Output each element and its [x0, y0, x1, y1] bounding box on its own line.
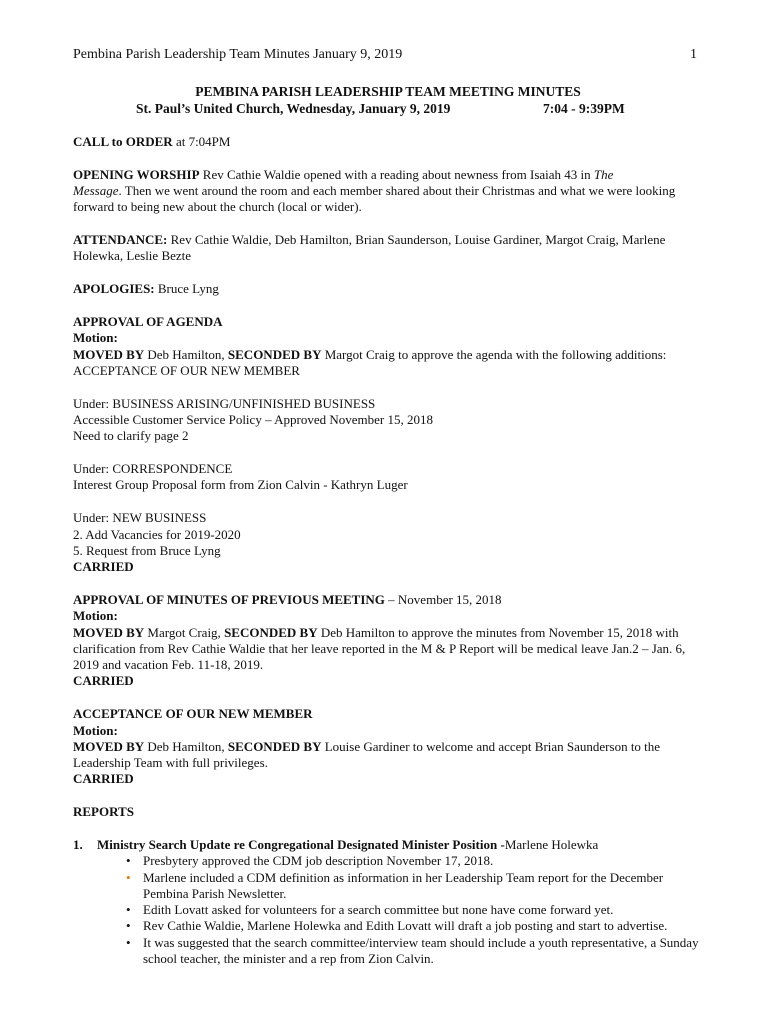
seconded-by-label: SECONDED BY: [224, 624, 318, 640]
bullet-icon: •: [126, 934, 131, 950]
approval-of-agenda: [73, 314, 703, 575]
attendance: [73, 232, 703, 265]
agenda-line: Under: CORRESPONDENCE: [73, 461, 233, 477]
new-member-motion-label: Motion:: [73, 722, 118, 738]
seconded-by-label: SECONDED BY: [227, 738, 322, 754]
running-title: Pembina Parish Leadership Team Minutes January 9, 2019: [73, 47, 403, 62]
agenda-motion: [73, 347, 703, 363]
opening-worship-italic1: The: [593, 166, 614, 182]
meeting-time: 7:04 - 9:39PM: [543, 101, 625, 116]
new-member-motion: [73, 739, 703, 772]
apologies-label: APOLOGIES:: [73, 281, 155, 297]
bullet-text: Marlene included a CDM definition as information in her Leadership Team report for the December Pembina Parish Newsletter.: [143, 869, 664, 901]
minutes-heading-date: – November 15, 2018: [384, 591, 502, 607]
report-bullet-list: [97, 853, 703, 967]
opening-worship-label: OPENING WORSHIP: [73, 166, 200, 182]
minutes-heading: APPROVAL OF MINUTES OF PREVIOUS MEETING: [73, 591, 385, 607]
moved-by-label: MOVED BY: [73, 624, 145, 640]
seconded-by-text: Louise Gardiner to welcome and accept Brian Saunderson to the Leadership Team with full privileges.: [73, 738, 661, 771]
agenda-line: Accessible Customer Service Policy – Approved November 15, 2018: [73, 412, 433, 428]
seconded-by-label: SECONDED BY: [227, 346, 322, 362]
seconded-by-text: Margot Craig to approve the agenda with the following additions:: [321, 346, 667, 362]
bullet-icon: •: [126, 918, 131, 934]
agenda-line: 2. Add Vacancies for 2019-2020: [73, 526, 241, 542]
opening-worship-italic2: Message: [73, 183, 119, 199]
agenda-line: Under: BUSINESS ARISING/UNFINISHED BUSINESS: [73, 395, 376, 411]
running-header: [73, 47, 697, 63]
report-item-1: [73, 837, 703, 967]
list-item: [126, 869, 703, 903]
bullet-text: Rev Cathie Waldie, Marlene Holewka and Edith Lovatt will draft a job posting and start to advertise.: [143, 918, 668, 934]
bullet-icon: •: [126, 853, 131, 869]
agenda-addition-new-member: ACCEPTANCE OF OUR NEW MEMBER: [73, 362, 300, 378]
call-to-order: [73, 134, 703, 150]
acceptance-of-new-member: [73, 706, 703, 787]
opening-worship-text1: Rev Cathie Waldie opened with a reading about newness from Isaiah 43 in: [199, 166, 594, 182]
agenda-line: Interest Group Proposal form from Zion Calvin - Kathryn Luger: [73, 477, 408, 493]
minutes-motion-label: Motion:: [73, 608, 118, 624]
list-item: [126, 918, 703, 934]
opening-worship-text2: . Then we went around the room and each member shared about their Christmas and what we were looking forward to being new about the church (local or wider).: [73, 183, 676, 215]
meeting-location: St. Paul’s United Church, Wednesday, January 9, 2019: [136, 101, 451, 116]
agenda-line: 5. Request from Bruce Lyng: [73, 542, 221, 558]
attendance-label: ATTENDANCE:: [73, 232, 168, 248]
opening-worship: [73, 167, 703, 216]
attendance-text: Rev Cathie Waldie, Deb Hamilton, Brian Saunderson, Louise Gardiner, Margot Craig, Marlene Holewka, Leslie Bezte: [73, 232, 666, 264]
document-subtitle: [73, 100, 703, 117]
agenda-line: Under: NEW BUSINESS: [73, 510, 207, 526]
apologies: [73, 281, 703, 297]
moved-by-name: Margot Craig,: [144, 624, 225, 640]
bullet-text: It was suggested that the search committee/interview team should include a youth representative, a Sunday school teacher, the minister and a rep from Zion Calvin.: [143, 934, 699, 967]
agenda-new-business: [73, 510, 703, 575]
new-member-heading: ACCEPTANCE OF OUR NEW MEMBER: [73, 706, 313, 722]
moved-by-name: Deb Hamilton,: [144, 346, 228, 362]
apologies-text: Bruce Lyng: [154, 281, 219, 297]
agenda-business-arising: [73, 396, 703, 445]
report-item-author: Marlene Holewka: [504, 837, 599, 852]
bullet-text: Presbytery approved the CDM job description November 17, 2018.: [143, 853, 494, 869]
report-item-title: Ministry Search Update re Congregational Designated Minister Position: [97, 837, 498, 852]
moved-by-label: MOVED BY: [73, 346, 145, 362]
page-number: 1: [690, 47, 697, 62]
reports-heading: REPORTS: [73, 804, 134, 820]
minutes-motion: [73, 625, 703, 674]
document-body: [73, 83, 703, 967]
report-item-dash: -: [497, 837, 505, 852]
agenda-correspondence: [73, 461, 703, 494]
bullet-icon: •: [126, 902, 131, 918]
bullet-icon: •: [126, 869, 131, 885]
agenda-motion-label: Motion:: [73, 330, 118, 346]
list-item: [126, 853, 703, 869]
moved-by-name: Deb Hamilton,: [144, 738, 228, 754]
list-item: [126, 902, 703, 918]
report-item-number: 1.: [73, 837, 83, 852]
seconded-by-text: Deb Hamilton to approve the minutes from November 15, 2018 with clarification from Rev Cathie Waldie that her leave reported in the M & P Report will be medical leave Jan.2 – Jan. 6, 2019 and vacation Feb. 11-18, 2019.: [73, 624, 686, 673]
approval-of-minutes: [73, 592, 703, 690]
call-to-order-text: at 7:04PM: [172, 134, 231, 149]
carried-label: CARRIED: [73, 771, 134, 787]
list-item: [126, 934, 703, 968]
moved-by-label: MOVED BY: [73, 738, 145, 754]
document-title: PEMBINA PARISH LEADERSHIP TEAM MEETING MINUTES: [195, 84, 581, 99]
bullet-text: Edith Lovatt asked for volunteers for a search committee but none have come forward yet.: [143, 902, 614, 918]
carried-label: CARRIED: [73, 559, 134, 575]
carried-label: CARRIED: [73, 673, 134, 689]
call-to-order-label: CALL to ORDER: [73, 134, 173, 149]
agenda-line: Need to clarify page 2: [73, 428, 189, 444]
agenda-heading: APPROVAL OF AGENDA: [73, 314, 223, 330]
